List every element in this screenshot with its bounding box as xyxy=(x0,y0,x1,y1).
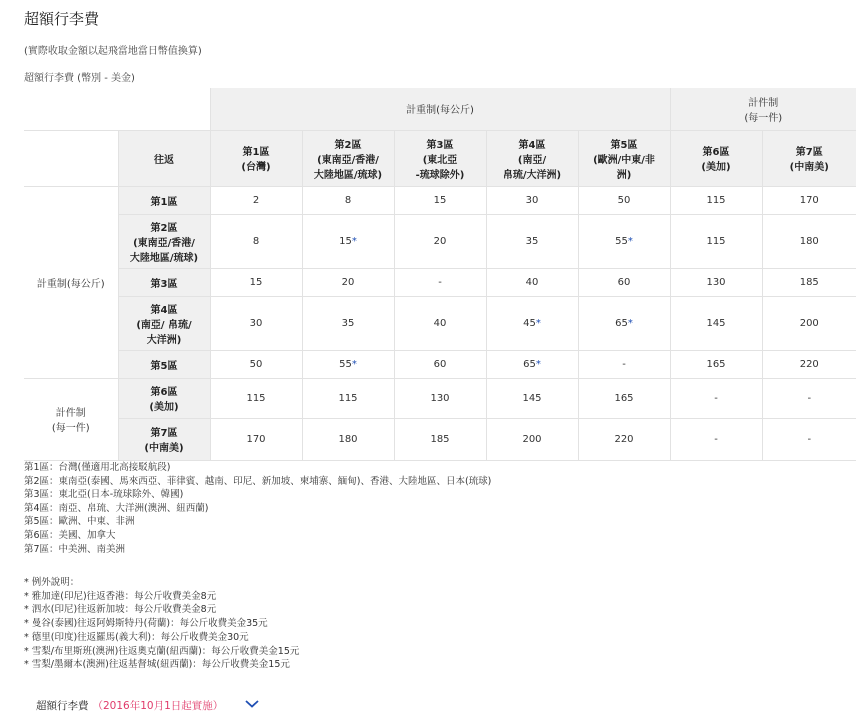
cell: 170 xyxy=(210,418,302,460)
cell: 50 xyxy=(578,186,670,214)
currency-note: (實際收取金額以起飛當地當日幣值換算) xyxy=(24,46,202,57)
row-group-weight: 計重制(每公斤) xyxy=(24,186,118,378)
cell: 50 xyxy=(210,350,302,378)
cell: 40 xyxy=(394,296,486,350)
cell: 15 xyxy=(394,186,486,214)
column-header-zone-1: 第1區 (台灣) xyxy=(210,130,302,186)
accordion-effective-date: （2016年10月1日起實施） xyxy=(92,699,224,712)
table-row xyxy=(24,350,856,378)
cell: 65* xyxy=(486,350,578,378)
cell: 165 xyxy=(578,378,670,418)
page-title: 超額行李費 xyxy=(24,10,100,28)
zone-definitions xyxy=(24,461,491,556)
cell: 35 xyxy=(302,296,394,350)
cell: 55* xyxy=(578,214,670,268)
cell: 200 xyxy=(762,296,856,350)
cell: 145 xyxy=(486,378,578,418)
exception-marker: * xyxy=(351,358,357,370)
exception-marker: * xyxy=(535,358,541,370)
cell: 130 xyxy=(670,268,762,296)
cell: 115 xyxy=(670,186,762,214)
cell: 170 xyxy=(762,186,856,214)
cell: 220 xyxy=(762,350,856,378)
cell: 145 xyxy=(670,296,762,350)
exception-item: * 泗水(印尼)往返新加坡：每公斤收費美金8元 xyxy=(24,604,217,616)
cell: 30 xyxy=(210,296,302,350)
exception-item: * 曼谷(泰國)往返阿姆斯特丹(荷蘭)：每公斤收費美金35元 xyxy=(24,618,268,630)
cell: 35 xyxy=(486,214,578,268)
cell: 8 xyxy=(210,214,302,268)
table-row xyxy=(24,378,856,418)
cell: 180 xyxy=(762,214,856,268)
zone-definition: 第1區：台灣(僅適用北高接駁航段) xyxy=(24,462,171,473)
cell: 220 xyxy=(578,418,670,460)
row-header-zone-2: 第2區 (東南亞/香港/ 大陸地區/琉球) xyxy=(118,214,210,268)
table-row xyxy=(24,268,856,296)
cell: 115 xyxy=(302,378,394,418)
row-header-zone-6: 第6區 (美加) xyxy=(118,378,210,418)
table-column-header-row xyxy=(24,130,856,186)
column-header-zone-3: 第3區 (東北亞 -琉球除外) xyxy=(394,130,486,186)
table-group-header-row xyxy=(24,88,856,130)
cell: 185 xyxy=(394,418,486,460)
exception-marker: * xyxy=(535,317,541,329)
table-row xyxy=(24,296,856,350)
row-header-zone-1: 第1區 xyxy=(118,186,210,214)
cell: 115 xyxy=(670,214,762,268)
zone-definition: 第5區：歐洲、中東、非洲 xyxy=(24,516,135,528)
zone-definition: 第4區：南亞、帛琉、大洋洲(澳洲、紐西蘭) xyxy=(24,502,209,514)
zone-definition: 第6區：美國、加拿大 xyxy=(24,529,116,541)
column-header-zone-2: 第2區 (東南亞/香港/ 大陸地區/琉球) xyxy=(302,130,394,186)
accordion-label: 超額行李費 xyxy=(36,699,89,712)
table-row xyxy=(24,418,856,460)
cell: - xyxy=(762,378,856,418)
row-header-zone-7: 第7區 (中南美) xyxy=(118,418,210,460)
zone-definition: 第7區：中美洲、南美洲 xyxy=(24,543,126,555)
cell: 130 xyxy=(394,378,486,418)
cell: 60 xyxy=(394,350,486,378)
cell: 115 xyxy=(210,378,302,418)
row-header-zone-3: 第3區 xyxy=(118,268,210,296)
cell: 15 xyxy=(210,268,302,296)
table-caption: 超額行李費 (幣別 - 美金) xyxy=(24,73,135,84)
row-header-zone-4: 第4區 (南亞/ 帛琉/ 大洋洲) xyxy=(118,296,210,350)
cell: 60 xyxy=(578,268,670,296)
cell: 200 xyxy=(486,418,578,460)
column-header-zone-5: 第5區 (歐洲/中東/非 洲) xyxy=(578,130,670,186)
exception-marker: * xyxy=(351,235,357,247)
cell: 8 xyxy=(302,186,394,214)
table-row xyxy=(24,186,856,214)
chevron-down-icon[interactable] xyxy=(245,699,259,711)
cell: 45* xyxy=(486,296,578,350)
exception-item: * 德里(印度)往返羅馬(義大利)：每公斤收費美金30元 xyxy=(24,631,249,643)
group-header-piece: 計件制 (每一件) xyxy=(670,88,856,130)
table-row xyxy=(24,214,856,268)
cell: 20 xyxy=(302,268,394,296)
cell: - xyxy=(670,418,762,460)
column-header-zone-7: 第7區 (中南美) xyxy=(762,130,856,186)
exception-item: * 雪梨/布里斯班(澳洲)往返奧克蘭(紐西蘭)：每公斤收費美金15元 xyxy=(24,645,300,657)
cell: - xyxy=(394,268,486,296)
cell: 165 xyxy=(670,350,762,378)
exception-notes xyxy=(24,576,299,672)
cell: 55* xyxy=(302,350,394,378)
fee-accordion-toggle[interactable] xyxy=(24,694,264,716)
fee-table xyxy=(24,88,856,461)
group-header-weight: 計重制(每公斤) xyxy=(210,88,670,130)
row-header-zone-5: 第5區 xyxy=(118,350,210,378)
cell: 20 xyxy=(394,214,486,268)
cell: 180 xyxy=(302,418,394,460)
column-header-zone-4: 第4區 (南亞/ 帛琉/大洋洲) xyxy=(486,130,578,186)
route-header: 往返 xyxy=(118,130,210,186)
exception-marker: * xyxy=(627,235,633,247)
cell: 40 xyxy=(486,268,578,296)
cell: 65* xyxy=(578,296,670,350)
exception-item: * 雪梨/墨爾本(澳洲)往返基督城(紐西蘭)：每公斤收費美金15元 xyxy=(24,659,290,671)
cell: 185 xyxy=(762,268,856,296)
exception-heading: * 例外說明： xyxy=(24,577,80,588)
cell: - xyxy=(670,378,762,418)
zone-definition: 第3區：東北亞(日本-琉球除外、韓國) xyxy=(24,489,184,501)
column-header-zone-6: 第6區 (美加) xyxy=(670,130,762,186)
zone-definition: 第2區：東南亞(泰國、馬來西亞、菲律賓、越南、印尼、新加坡、柬埔寨、緬甸)、香港、大陸地區、日本(琉球) xyxy=(24,475,492,487)
cell: - xyxy=(762,418,856,460)
cell: 2 xyxy=(210,186,302,214)
exception-item: * 雅加達(印尼)往返香港：每公斤收費美金8元 xyxy=(24,590,217,602)
cell: 30 xyxy=(486,186,578,214)
cell: 15* xyxy=(302,214,394,268)
cell: - xyxy=(578,350,670,378)
row-group-piece: 計件制 (每一件) xyxy=(24,378,118,460)
exception-marker: * xyxy=(627,317,633,329)
